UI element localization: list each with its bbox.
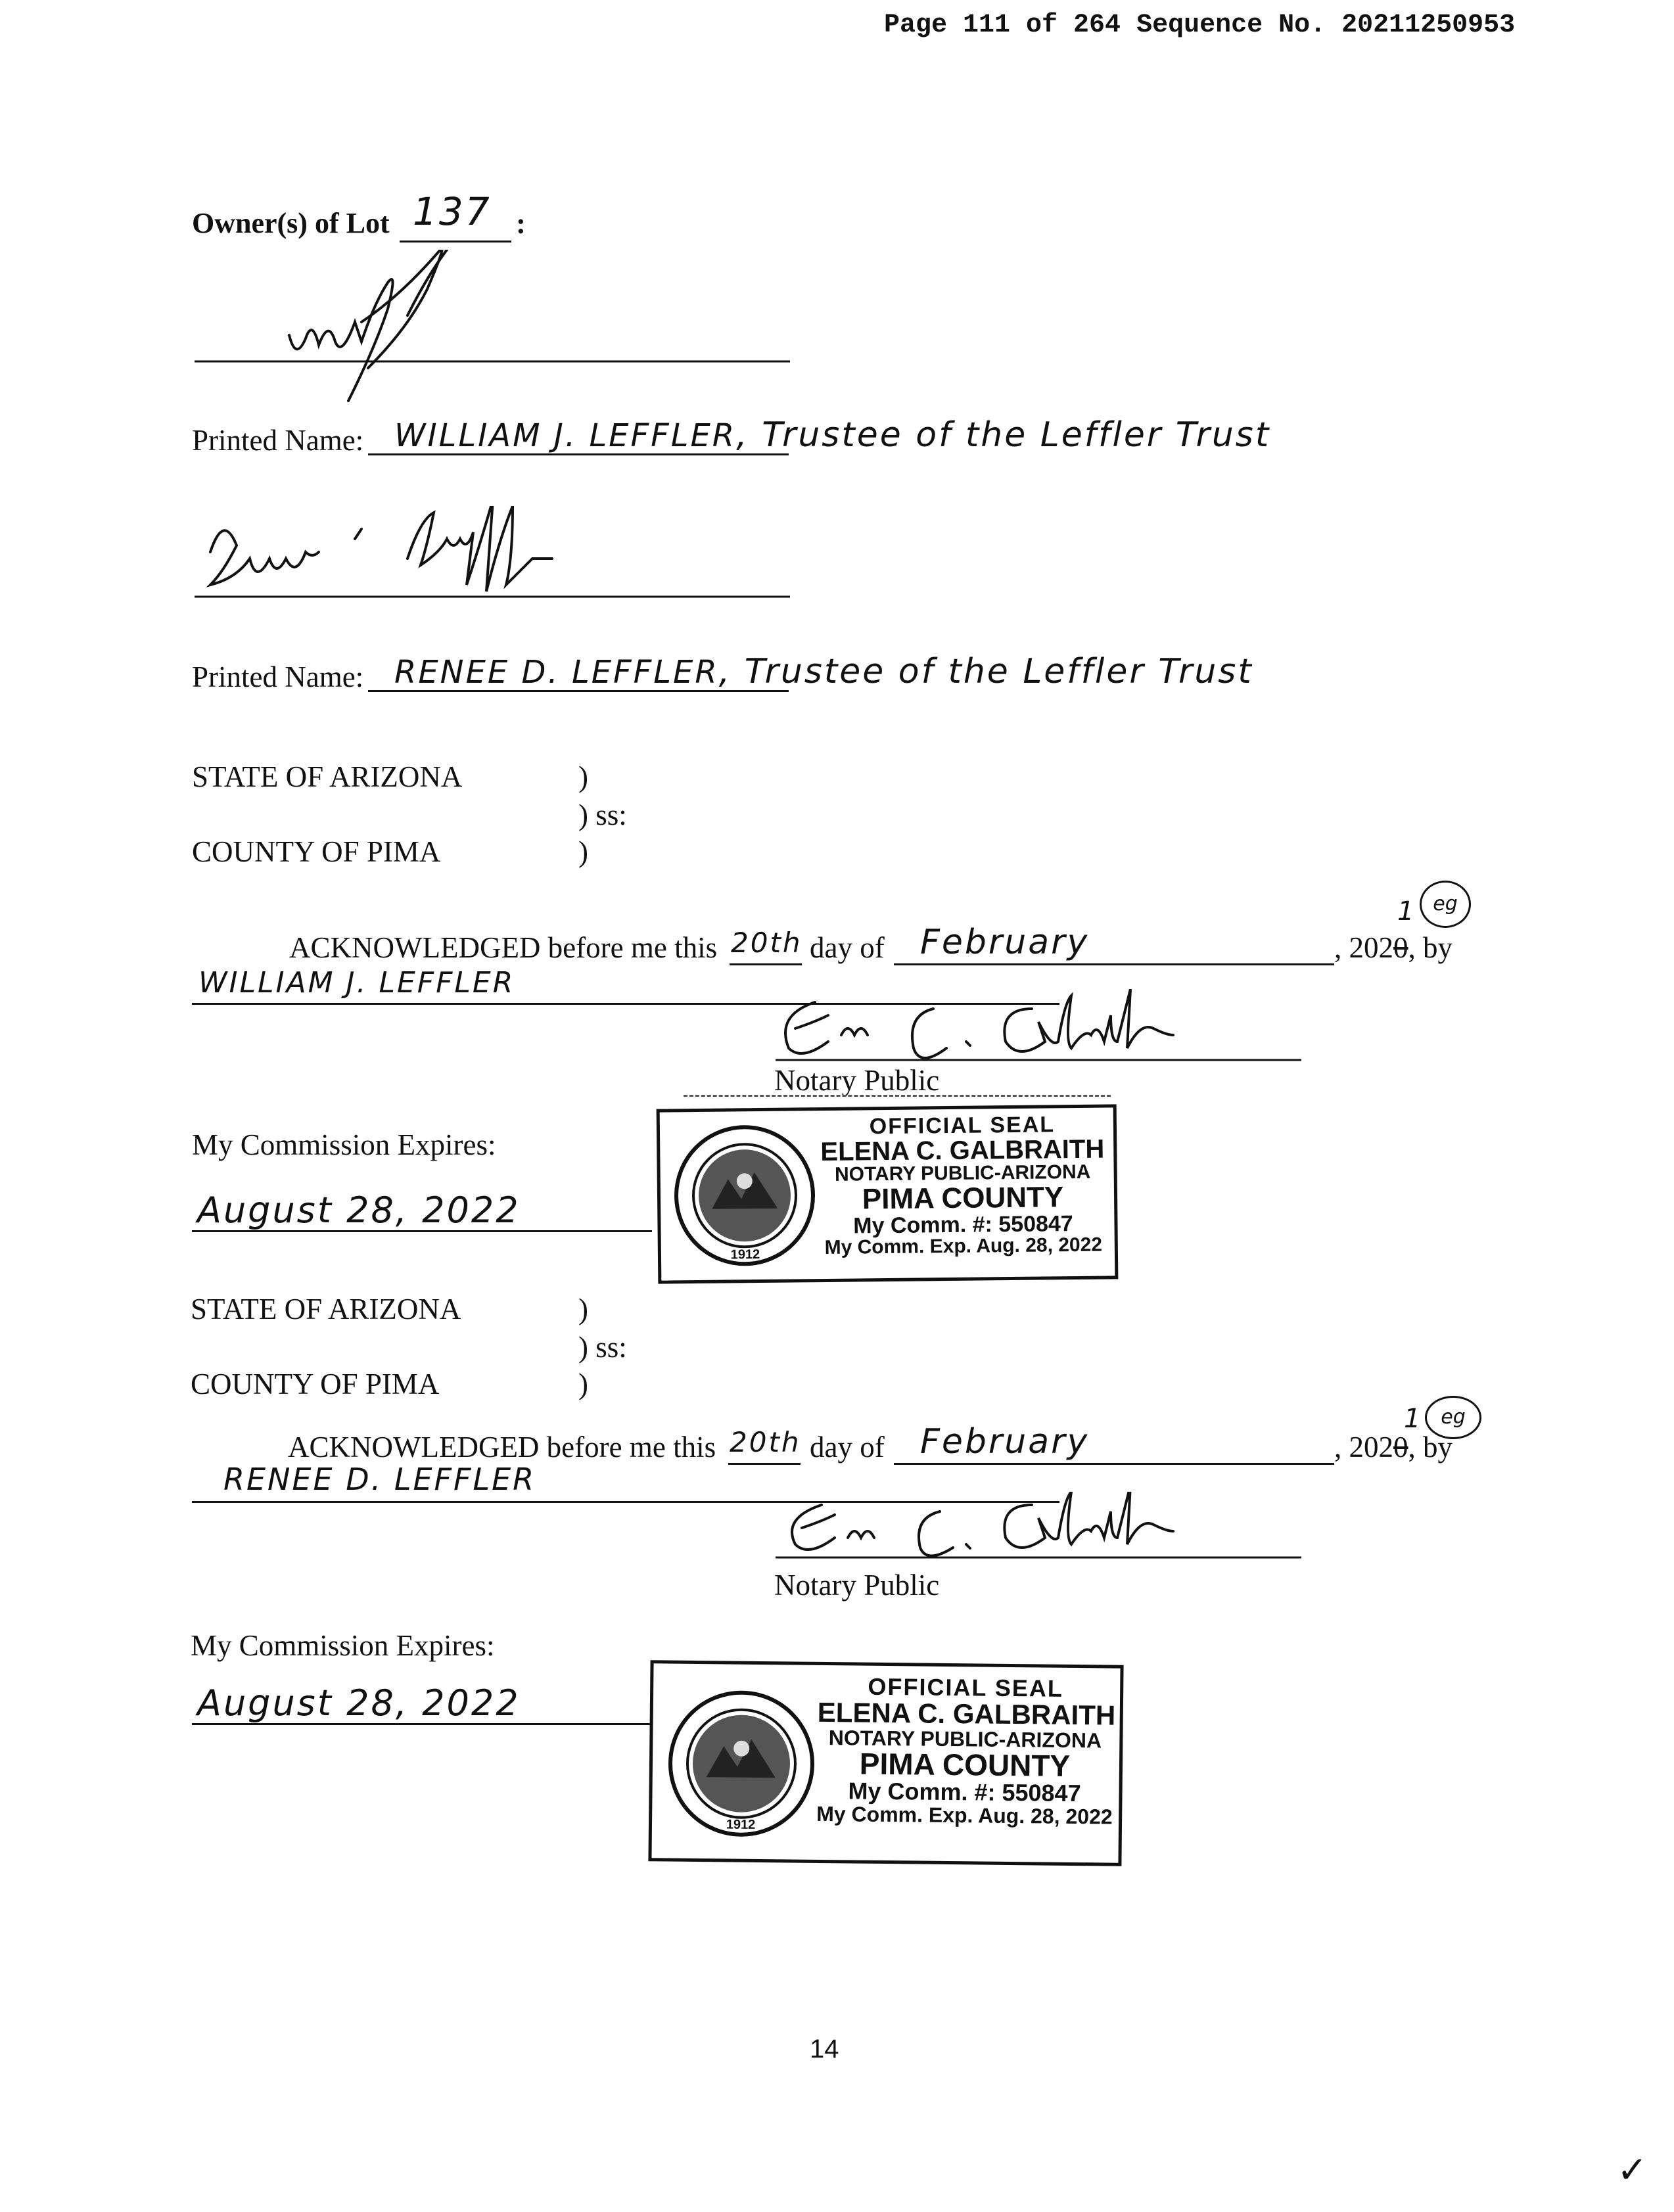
- notary-signature-2: [769, 1492, 1308, 1564]
- arizona-state-seal-emblem-2: [665, 1687, 818, 1839]
- signer2-title: , Trustee of the Leffler Trust: [718, 652, 1253, 691]
- notary-seal-2: [648, 1660, 1123, 1866]
- venue-paren-1a: ): [578, 760, 588, 793]
- acknowledged-text-1: ACKNOWLEDGED before me this: [289, 931, 718, 964]
- venue-paren-1b: ): [578, 835, 588, 868]
- by-text-1: , by: [1408, 931, 1453, 964]
- page-sequence-header: Page 111 of 264 Sequence No. 20211250953: [884, 11, 1516, 40]
- signature-william-leffler: [191, 250, 795, 421]
- notary-public-label-2: Notary Public: [774, 1569, 940, 1601]
- printed-name-label-2: Printed Name:: [192, 660, 364, 693]
- day-line-1: [730, 963, 802, 965]
- owner-lot-colon: :: [516, 207, 526, 240]
- notary-public-label-1: Notary Public: [774, 1064, 940, 1097]
- state-label-1: STATE OF ARIZONA: [192, 760, 463, 793]
- county-label-1: COUNTY OF PIMA: [192, 835, 441, 868]
- seal-dashed-top-1: [684, 1095, 1111, 1097]
- venue-ss-1: ) ss:: [578, 798, 627, 831]
- seal-line-official-2: OFFICIAL SEAL: [868, 1672, 1064, 1702]
- seal-year-2: 1912: [726, 1817, 756, 1832]
- commission-expires-label-2: My Commission Expires:: [191, 1629, 495, 1662]
- lot-number-line: [400, 241, 511, 242]
- state-label-2: STATE OF ARIZONA: [191, 1293, 461, 1325]
- seal-year-1: 1912: [730, 1247, 760, 1262]
- venue-paren-2a: ): [578, 1293, 588, 1325]
- venue-ss-2: ) ss:: [578, 1331, 627, 1364]
- acknowledged-text-2: ACKNOWLEDGED before me this: [288, 1431, 716, 1463]
- seal-line-comm-exp-1: My Comm. Exp. Aug. 28, 2022: [824, 1233, 1103, 1258]
- printed-name-label-1: Printed Name:: [192, 424, 364, 457]
- signer1-name: WILLIAM J. LEFFLER: [394, 417, 737, 454]
- owner-lot-label: Owner(s) of Lot: [192, 207, 390, 239]
- day-of-label-2: day of: [810, 1431, 885, 1463]
- initials-circle-2: eg: [1425, 1396, 1481, 1439]
- month-handwritten-1: February: [920, 923, 1090, 962]
- seal-text-block-1: [818, 1113, 1108, 1258]
- seal-line-official-1: OFFICIAL SEAL: [869, 1112, 1056, 1140]
- seal-line-notary-2: NOTARY PUBLIC-ARIZONA: [828, 1725, 1102, 1752]
- commission-date-handwritten-2: August 28, 2022: [197, 1682, 521, 1724]
- seal-line-county-1: PIMA COUNTY: [862, 1181, 1064, 1216]
- lot-number-handwritten: 137: [413, 189, 492, 234]
- day-of-label-1: day of: [810, 931, 885, 964]
- signer1-title: , Trustee of the Leffler Trust: [736, 415, 1271, 455]
- page-number: 14: [810, 2035, 839, 2063]
- notary-signature-1: [769, 989, 1308, 1068]
- year-correction-2: 1: [1404, 1404, 1423, 1434]
- seal-line-comm-exp-2: My Comm. Exp. Aug. 28, 2022: [816, 1801, 1113, 1829]
- person-handwritten-1: WILLIAM J. LEFFLER: [198, 966, 515, 1000]
- year-digit-2: 0: [1393, 1431, 1408, 1463]
- by-text-2: , by: [1408, 1431, 1453, 1463]
- seal-line-name-2: ELENA C. GALBRAITH: [817, 1696, 1116, 1731]
- printed-name-handwritten-1: [394, 415, 1270, 455]
- arizona-state-seal-emblem-1: [672, 1122, 818, 1268]
- year-correction-1: 1: [1397, 896, 1416, 927]
- month-line-2: [894, 1463, 1334, 1465]
- year-text-2: [1334, 1433, 1453, 1462]
- initials-circle-1: eg: [1420, 881, 1471, 928]
- seal-text-block-2: [816, 1672, 1116, 1829]
- check-mark: ✓: [1617, 2149, 1648, 2192]
- day-handwritten-2: 20th: [730, 1426, 801, 1458]
- signer2-name: RENEE D. LEFFLER: [394, 654, 719, 691]
- person-handwritten-2: RENEE D. LEFFLER: [223, 1462, 536, 1497]
- printed-name-handwritten-2: [394, 652, 1253, 691]
- year-text-1: [1334, 933, 1453, 963]
- day-handwritten-1: 20th: [731, 927, 802, 959]
- month-line-1: [894, 963, 1334, 965]
- commission-expires-label-1: My Commission Expires:: [192, 1128, 496, 1161]
- seal-line-notary-1: NOTARY PUBLIC-ARIZONA: [834, 1161, 1091, 1186]
- seal-line-name-1: ELENA C. GALBRAITH: [820, 1134, 1105, 1166]
- day-line-2: [728, 1463, 801, 1465]
- seal-line-comm-no-2: My Comm. #: 550847: [848, 1777, 1081, 1807]
- seal-line-comm-no-1: My Comm. #: 550847: [853, 1210, 1073, 1239]
- commission-date-handwritten-1: August 28, 2022: [197, 1189, 521, 1231]
- venue-paren-2b: ): [578, 1368, 588, 1400]
- county-label-2: COUNTY OF PIMA: [191, 1368, 440, 1400]
- year-prefix-1: , 202: [1334, 931, 1393, 964]
- signature-renee-leffler: [191, 506, 795, 611]
- month-handwritten-2: February: [920, 1422, 1090, 1462]
- year-digit-1: 0: [1393, 931, 1408, 964]
- year-prefix-2: , 202: [1334, 1431, 1393, 1463]
- seal-line-county-2: PIMA COUNTY: [859, 1746, 1071, 1784]
- notary-seal-1: [657, 1104, 1119, 1283]
